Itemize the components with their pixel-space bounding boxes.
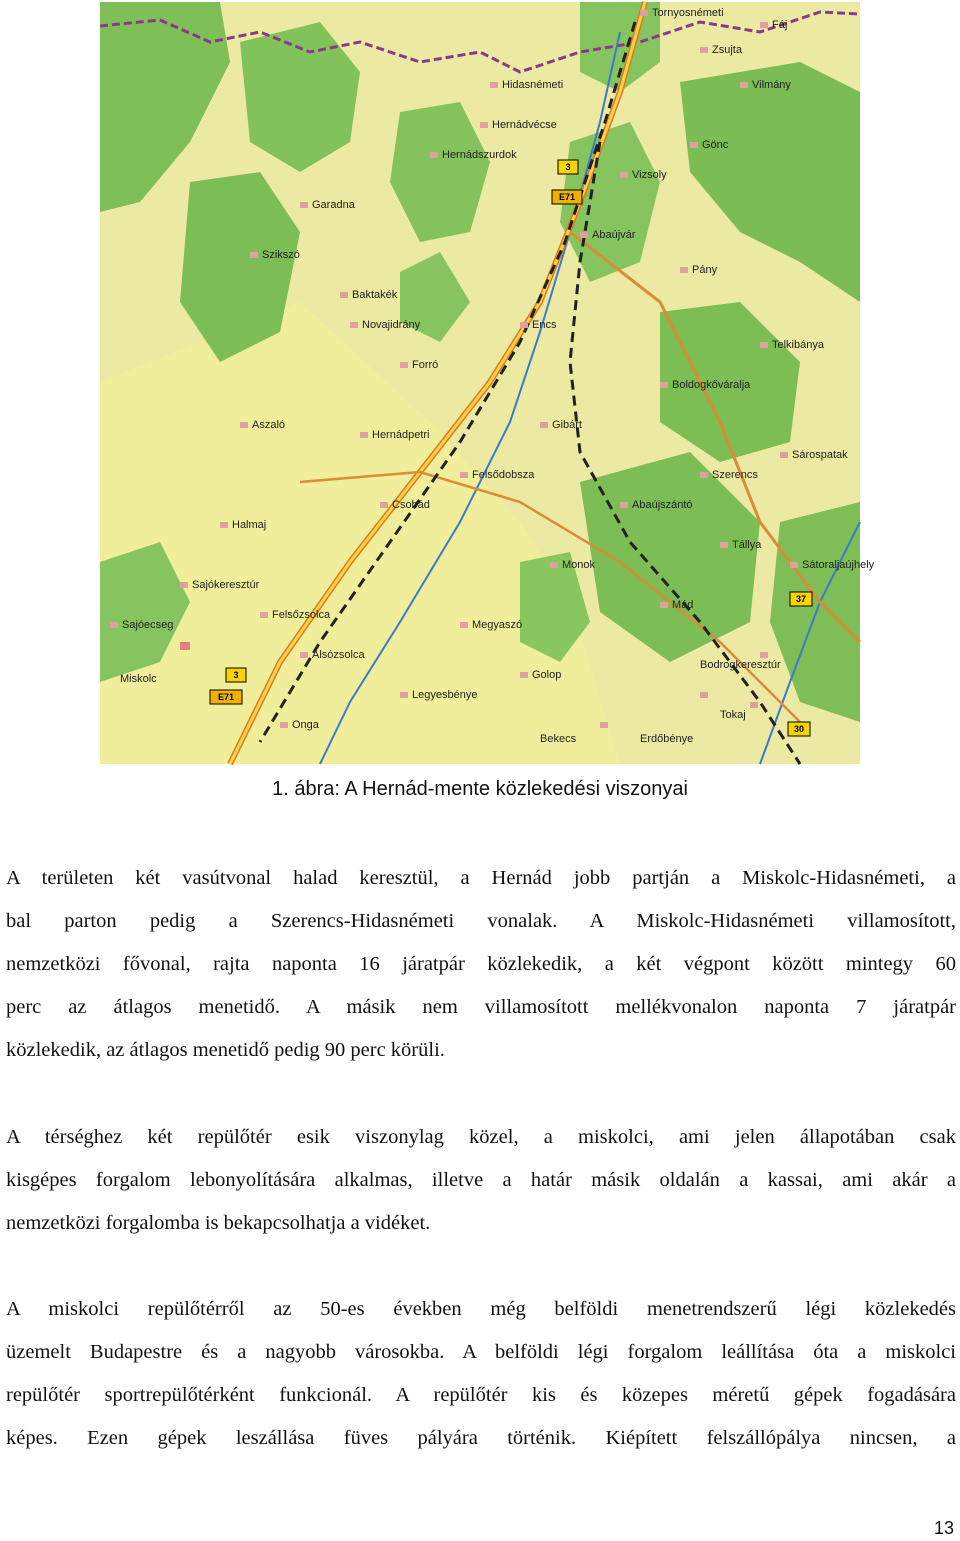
road-shield-label: 37 (795, 594, 807, 604)
road-shield-label: E71 (217, 692, 235, 702)
text-line: üzemelt Budapestre és a nagyobb városokba. A belföldi légi forgalom leállítása óta a miskolci (6, 1341, 956, 1363)
page-number: 13 (933, 1518, 954, 1538)
town-label: Encs (532, 319, 557, 331)
town-label: Szerencs (712, 469, 758, 481)
town-label: Hernádvécse (492, 119, 557, 131)
town-label: Szikszó (262, 249, 300, 261)
town-label: Monok (562, 559, 596, 571)
town-label: Pány (692, 264, 718, 276)
town-label: Hidasnémeti (502, 79, 564, 91)
town-label: Telkibánya (772, 339, 824, 351)
town-label: Abaújvár (592, 229, 636, 241)
town-label: Mád (672, 599, 694, 611)
town-label: Tornyosnémeti (652, 7, 724, 19)
town-label: Sajóecseg (122, 619, 174, 631)
town-label: Onga (292, 719, 319, 731)
text-line: A területen két vasútvonal halad keresztül, a Hernád jobb partján a Miskolc-Hidasnémeti, a (6, 867, 956, 889)
town-label: Forró (412, 359, 439, 371)
town-label: Gönc (702, 139, 729, 151)
town-label: Garadna (312, 199, 355, 211)
town-label: Baktakék (352, 289, 398, 301)
road-shield-label: 30 (793, 724, 805, 734)
text-line: bal parton pedig a Szerencs-Hidasnémeti vonalak. A Miskolc-Hidasnémeti villamosított, (6, 910, 956, 932)
text-line: képes. Ezen gépek leszállása füves pályára történik. Kiépített felszállópálya nincsen, a (6, 1427, 956, 1449)
figure-caption: 1. ábra: A Hernád-mente közlekedési viszonyai (272, 778, 688, 800)
town-label: Hernádszurdok (442, 149, 517, 161)
town-label: Megyaszó (472, 619, 523, 631)
paragraph-airports (6, 1116, 956, 1245)
town-label: Golop (532, 669, 562, 681)
town-label: Zsujta (712, 44, 742, 56)
town-label: Halmaj (232, 519, 267, 531)
town-label: Bekecs (540, 733, 577, 745)
paragraph-railways (6, 857, 956, 1072)
road-shield-label: 3 (233, 670, 239, 680)
town-label: Vilmány (752, 79, 791, 91)
town-label: Boldogkőváralja (672, 379, 751, 391)
town-label: Vizsoly (632, 169, 667, 181)
map-figure (100, 2, 875, 764)
town-label: Sárospatak (792, 449, 848, 461)
town-label: Fáj (772, 19, 788, 31)
text-line: repülőtér sportrepülőtérként funkcionál. A repülőtér kis és közepes méretű gépek fogadására (6, 1384, 956, 1406)
text-line: perc az átlagos menetidő. A másik nem villamosított mellékvonalon naponta 7 járatpár (6, 996, 956, 1018)
town-label: Legyesbénye (412, 689, 478, 701)
town-label: Alsózsolca (312, 649, 365, 661)
town-label: Sajókeresztúr (192, 579, 260, 591)
text-line: közlekedik, az átlagos menetidő pedig 90 perc körüli. (6, 1039, 445, 1061)
town-label: Gibárt (552, 419, 582, 431)
text-line: kisgépes forgalom lebonyolítására alkalmas, illetve a határ másik oldalán a kassai, ami akár a (6, 1169, 956, 1191)
town-label: Novajidrány (362, 319, 421, 331)
map-svg (100, 2, 875, 764)
town-label: Felsődobsza (472, 469, 535, 481)
town-label: Sátoraljaújhely (802, 559, 875, 571)
road-shield-label: 3 (565, 162, 571, 172)
town-label: Tállya (732, 539, 762, 551)
text-line: nemzetközi forgalomba is bekapcsolhatja a vidéket. (6, 1212, 431, 1234)
town-label: Miskolc (120, 673, 157, 685)
town-label: Abaújszántó (632, 499, 693, 511)
town-label: Aszaló (252, 419, 286, 431)
town-label: Hernádpetri (372, 429, 430, 441)
text-line: A miskolci repülőtérről az 50-es években még belföldi menetrendszerű légi közlekedés (6, 1298, 956, 1320)
paragraph-miskolc-airport (6, 1288, 956, 1460)
town-label: Erdőbénye (640, 733, 694, 745)
text-line: nemzetközi fővonal, rajta naponta 16 járatpár közlekedik, a két végpont között mintegy 60 (6, 953, 956, 975)
text-line: A térséghez két repülőtér esik viszonylag közel, a miskolci, ami jelen állapotában csak (6, 1126, 956, 1148)
road-shield-label: E71 (558, 192, 576, 202)
town-label: Felsőzsolca (272, 609, 331, 621)
town-label: Bodrogkeresztúr (700, 659, 781, 671)
town-label: Tokaj (720, 709, 746, 721)
town-label: Csobád (392, 499, 430, 511)
